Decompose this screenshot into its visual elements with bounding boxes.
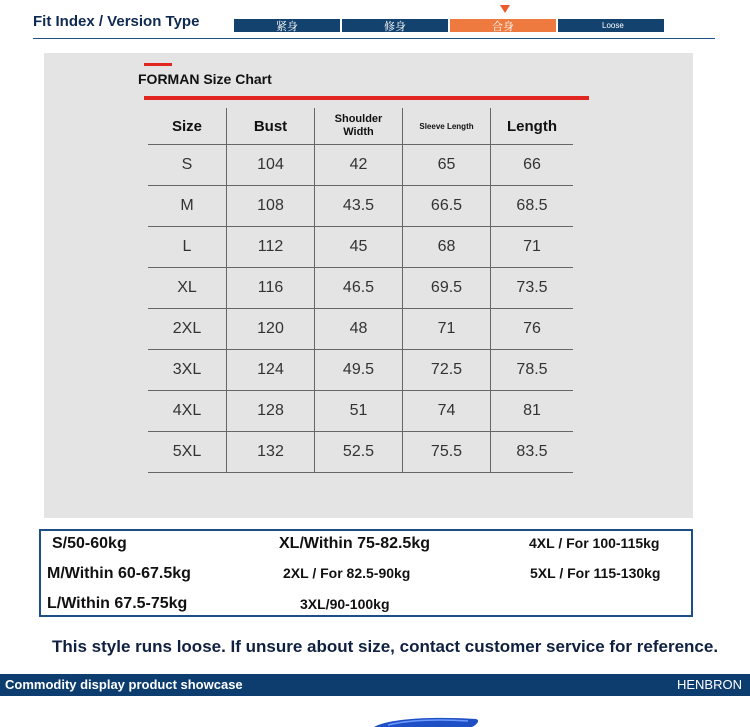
- column-header-shoulder-width: [315, 108, 403, 145]
- length-cell: 76: [491, 309, 574, 350]
- sizing-notice: This style runs loose. If unsure about size, contact customer service for reference.: [52, 637, 719, 656]
- table-row: [148, 227, 573, 268]
- size-cell: 3XL: [172, 361, 202, 378]
- shoulder-cell: 46.5: [315, 268, 403, 309]
- weight-4xl: 4XL / For 100-115kg: [529, 535, 660, 551]
- bust-cell: 120: [227, 309, 315, 350]
- bust-cell: 104: [227, 145, 315, 186]
- length-cell: 68.5: [491, 186, 574, 227]
- weight-xl: XL/Within 75-82.5kg: [279, 535, 430, 552]
- table-row: [148, 186, 573, 227]
- length-cell: 71: [491, 227, 574, 268]
- sleeve-cell: 65: [403, 145, 491, 186]
- bust-cell: 132: [227, 432, 315, 473]
- size-chart-table: [148, 108, 573, 473]
- shoulder-width-label: Shoulder Width: [334, 113, 383, 138]
- header-divider: [33, 38, 715, 39]
- size-cell: S: [181, 156, 193, 173]
- weight-3xl: 3XL/90-100kg: [300, 596, 390, 612]
- shoulder-cell: 48: [315, 309, 403, 350]
- sleeve-cell: 68: [403, 227, 491, 268]
- bust-cell: 116: [227, 268, 315, 309]
- title-underline: [144, 96, 589, 100]
- shoulder-cell: 43.5: [315, 186, 403, 227]
- shoulder-cell: 42: [315, 145, 403, 186]
- size-cell: XL: [177, 279, 197, 296]
- length-cell: 66: [491, 145, 574, 186]
- fit-option-slim[interactable]: 修身: [342, 19, 448, 32]
- bust-cell: 124: [227, 350, 315, 391]
- shoulder-cell: 49.5: [315, 350, 403, 391]
- table-row: [148, 309, 573, 350]
- column-header-length: Length: [491, 108, 574, 145]
- sleeve-cell: 66.5: [403, 186, 491, 227]
- bust-cell: 112: [227, 227, 315, 268]
- size-cell: 4XL: [172, 402, 202, 419]
- shoulder-cell: 45: [315, 227, 403, 268]
- size-chart-title: FORMAN Size Chart: [138, 71, 272, 87]
- table-row: [148, 145, 573, 186]
- column-header-bust: Bust: [227, 108, 315, 145]
- shoulder-cell: 52.5: [315, 432, 403, 473]
- table-header-row: [148, 108, 573, 145]
- weight-2xl: 2XL / For 82.5-90kg: [283, 565, 411, 581]
- table-row: [148, 268, 573, 309]
- shoulder-cell: 51: [315, 391, 403, 432]
- title-accent-line: [144, 63, 172, 66]
- size-cell: 2XL: [172, 320, 202, 337]
- product-image: [368, 715, 488, 727]
- fit-option-loose[interactable]: Loose: [558, 19, 664, 32]
- size-cell: L: [182, 238, 192, 255]
- length-cell: 78.5: [491, 350, 574, 391]
- sleeve-cell: 69.5: [403, 268, 491, 309]
- weight-s: S/50-60kg: [52, 535, 127, 552]
- brand-name: HENBRON: [676, 677, 742, 692]
- weight-m: M/Within 60-67.5kg: [47, 565, 191, 582]
- bust-cell: 108: [227, 186, 315, 227]
- sleeve-cell: 75.5: [403, 432, 491, 473]
- sleeve-cell: 71: [403, 309, 491, 350]
- fit-option-tight[interactable]: 紧身: [234, 19, 340, 32]
- length-cell: 73.5: [491, 268, 574, 309]
- table-row: [148, 432, 573, 473]
- fit-indicator-arrow-icon: [500, 5, 510, 13]
- sleeve-cell: 72.5: [403, 350, 491, 391]
- showcase-title: Commodity display product showcase: [5, 677, 243, 692]
- weight-l: L/Within 67.5-75kg: [47, 595, 188, 612]
- sleeve-cell: 74: [403, 391, 491, 432]
- column-header-sleeve-length: Sleeve Length: [403, 108, 491, 145]
- fit-option-regular[interactable]: 合身: [450, 19, 556, 32]
- size-cell: M: [180, 197, 194, 214]
- fit-index-title: Fit Index / Version Type: [33, 13, 200, 30]
- size-cell: 5XL: [172, 443, 202, 460]
- weight-5xl: 5XL / For 115-130kg: [530, 565, 661, 581]
- table-row: [148, 391, 573, 432]
- length-cell: 83.5: [491, 432, 574, 473]
- length-cell: 81: [491, 391, 574, 432]
- bust-cell: 128: [227, 391, 315, 432]
- table-row: [148, 350, 573, 391]
- column-header-size: Size: [171, 117, 202, 135]
- product-showcase-banner: [0, 674, 750, 696]
